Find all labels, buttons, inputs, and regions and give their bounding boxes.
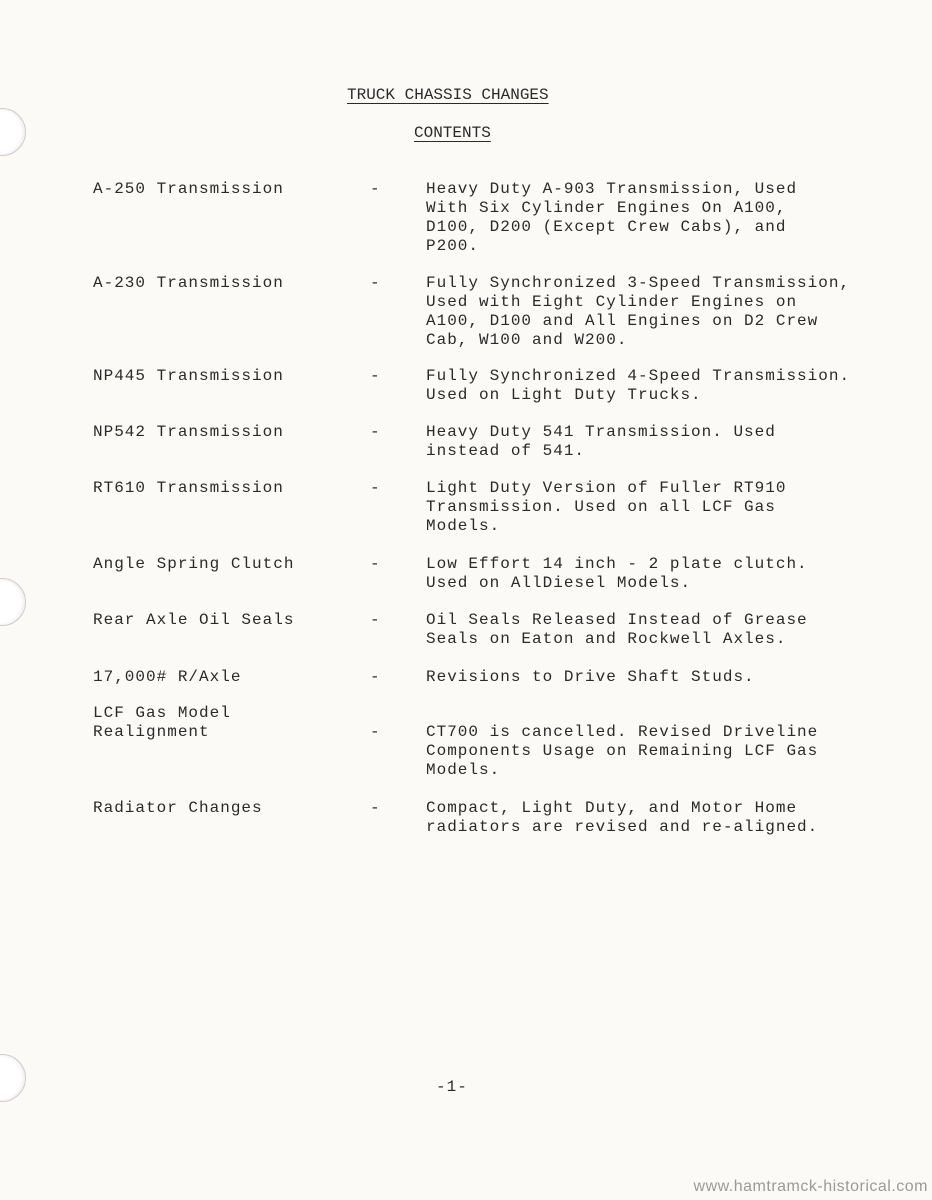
entry-label: A-250 Transmission bbox=[93, 180, 284, 198]
entry-description: Heavy Duty A-903 Transmission, Used With Six Cylinder Engines On A100, D100, D200 (Except Crew Cabs), and P200. bbox=[426, 180, 798, 255]
entry-label: 17,000# R/Axle bbox=[93, 668, 242, 686]
entry-label: Angle Spring Clutch bbox=[93, 555, 295, 573]
page-title: TRUCK CHASSIS CHANGES bbox=[347, 86, 549, 104]
entry-description: CT700 is cancelled. Revised Driveline Components Usage on Remaining LCF Gas Models. bbox=[426, 723, 819, 779]
entry-label: Rear Axle Oil Seals bbox=[93, 611, 295, 629]
binder-hole-top bbox=[0, 108, 26, 156]
entry-description: Revisions to Drive Shaft Studs. bbox=[426, 668, 755, 686]
entry-dash: - bbox=[370, 367, 380, 385]
entry-dash: - bbox=[370, 799, 380, 817]
entry-dash: - bbox=[370, 274, 380, 292]
entry-description: Heavy Duty 541 Transmission. Used instead of 541. bbox=[426, 423, 776, 460]
entry-description: Fully Synchronized 3-Speed Transmission, Used with Eight Cylinder Engines on A100, D100 and All Engines on D2 Crew Cab, W100 and W200. bbox=[426, 274, 851, 349]
entry-label: NP542 Transmission bbox=[93, 423, 284, 441]
entry-label: LCF Gas Model Realignment bbox=[93, 704, 231, 741]
entry-dash: - bbox=[370, 668, 380, 686]
entry-description: Low Effort 14 inch - 2 plate clutch. Used on AllDiesel Models. bbox=[426, 555, 808, 592]
entry-label: Radiator Changes bbox=[93, 799, 263, 817]
contents-heading: CONTENTS bbox=[414, 124, 491, 142]
watermark: www.hamtramck-historical.com bbox=[693, 1178, 928, 1195]
entry-description: Compact, Light Duty, and Motor Home radiators are revised and re-aligned. bbox=[426, 799, 819, 836]
page-number: -1- bbox=[436, 1078, 468, 1096]
binder-hole-middle bbox=[0, 578, 26, 626]
entry-dash: - bbox=[370, 555, 380, 573]
entry-dash: - bbox=[370, 423, 380, 441]
binder-hole-bottom bbox=[0, 1054, 26, 1102]
entry-dash: - bbox=[370, 180, 380, 198]
entry-description: Oil Seals Released Instead of Grease Seals on Eaton and Rockwell Axles. bbox=[426, 611, 808, 648]
entry-label: A-230 Transmission bbox=[93, 274, 284, 292]
entry-dash: - bbox=[370, 723, 380, 741]
entry-dash: - bbox=[370, 479, 380, 497]
entry-description: Fully Synchronized 4-Speed Transmission. Used on Light Duty Trucks. bbox=[426, 367, 851, 404]
entry-label: NP445 Transmission bbox=[93, 367, 284, 385]
entry-dash: - bbox=[370, 611, 380, 629]
entry-label: RT610 Transmission bbox=[93, 479, 284, 497]
entry-description: Light Duty Version of Fuller RT910 Transmission. Used on all LCF Gas Models. bbox=[426, 479, 787, 535]
